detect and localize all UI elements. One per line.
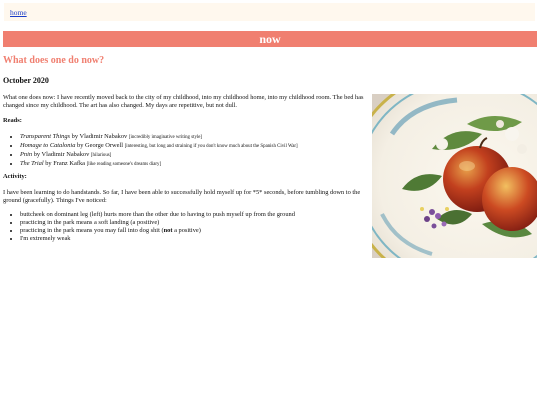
list-item [20,142,386,151]
item-text: a positive) [172,226,201,234]
month-heading: October 2020 [3,76,49,85]
book-note: [hilarious] [90,152,112,158]
list-item [20,227,388,235]
list-item [20,151,386,160]
apple-plate-image [372,94,537,258]
home-link[interactable]: home [10,8,27,17]
list-item [20,211,388,219]
intro-paragraph: What one does now: I have recently moved back to the city of my childhood, into my childhood home, into my childhood room. The bed has changed since my childhood. The art has also changed. My days are repetitive, but not dull. [3,94,364,110]
plate-painting-icon [372,94,537,258]
activity-paragraph: I have been learning to do handstands. So far, I have been able to successfully hold myself up for *5* seconds, before tumbling down to the ground (gracefully). Things I've noticed: [3,189,361,205]
list-item [20,133,386,142]
item-bold: not [163,226,173,234]
book-title: Pnin [20,150,33,158]
reads-list [3,133,386,169]
list-item [20,235,388,243]
activity-heading: Activity: [3,173,27,180]
list-item [20,219,388,227]
book-note: [incredibly imaginative writing style] [128,135,203,140]
book-title: Homage to Catalonia [20,141,76,149]
item-text: I'm extremely weak [20,234,71,242]
list-item [20,160,386,169]
book-author: by Vladimir Nabakov [71,133,128,140]
book-title: Transparent Things [20,133,71,140]
nav-box [4,3,535,21]
item-text: buttcheek on dominant leg (left) hurts more than the other due to having to push myself up from the ground [20,211,295,218]
book-title: The Trial [20,159,44,167]
activity-list [3,211,388,243]
book-note: [interesting, but long and straining if you don't know much about the Spanish Civil War] [124,143,298,149]
page-question: What does one do now? [3,55,105,66]
book-note: [like reading someone's dreams diary] [86,161,162,167]
book-author: by Vladimir Nabakov [33,150,90,158]
book-author: by Franz Kafka [45,159,85,167]
page-banner: now [3,31,537,47]
reads-heading: Reads: [3,117,22,124]
book-author: by George Orwell [77,141,124,149]
item-text: practicing in the park means you may fall into dog shit ( [20,226,164,234]
item-text: practicing in the park means a soft landing (a positive) [20,218,160,226]
